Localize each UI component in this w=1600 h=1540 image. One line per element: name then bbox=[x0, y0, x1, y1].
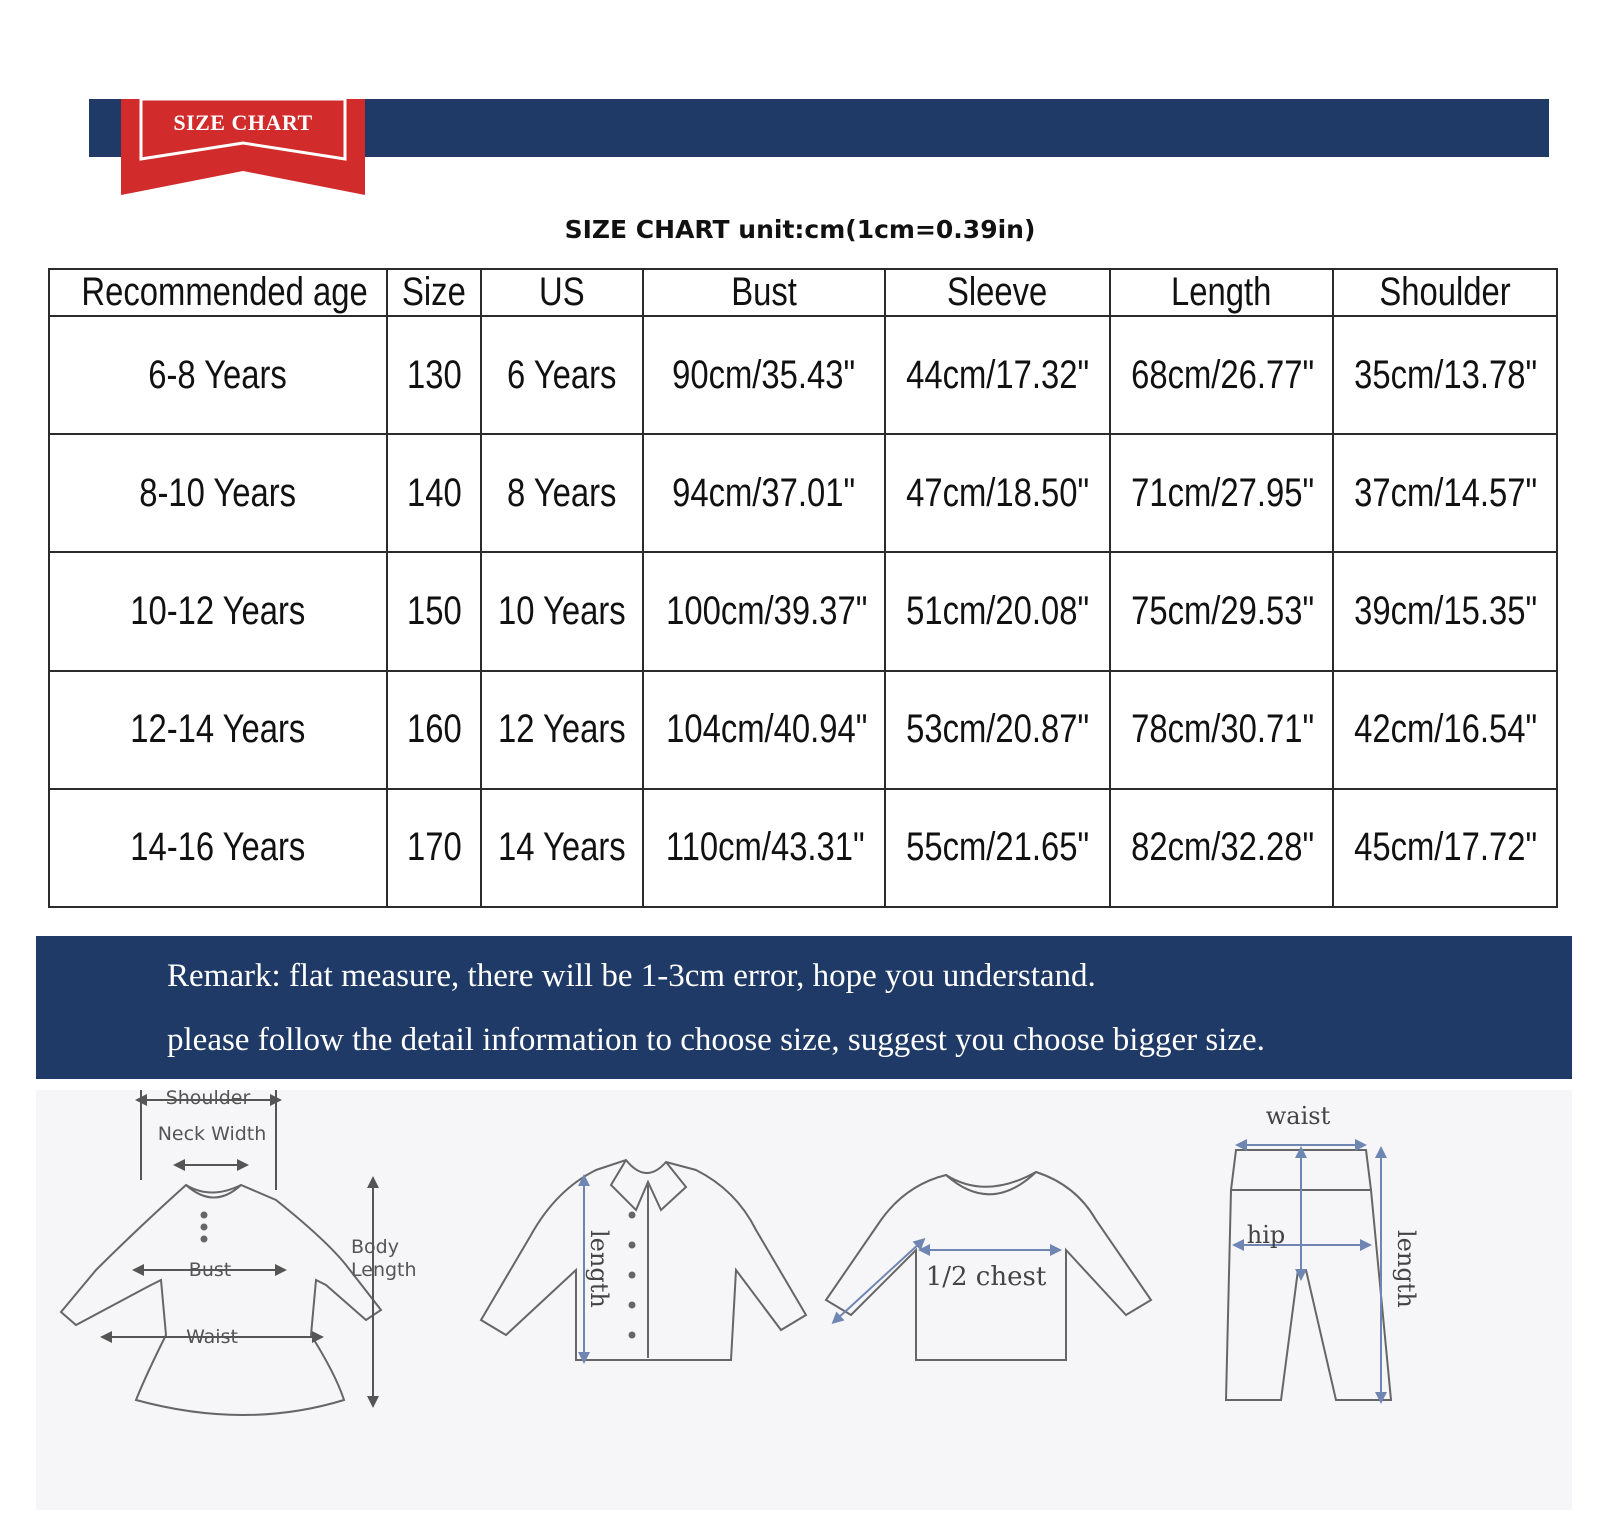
shoulder-cell: 35cm/13.78" bbox=[1333, 316, 1557, 434]
shoulder-cell: 39cm/15.35" bbox=[1333, 552, 1557, 670]
bust-cell: 90cm/35.43" bbox=[643, 316, 885, 434]
dress-body-length-label-2: Length bbox=[351, 1259, 417, 1281]
age-cell: 10-12 Years bbox=[49, 552, 387, 670]
header-length: Length bbox=[1110, 269, 1333, 316]
size-cell: 140 bbox=[387, 434, 481, 552]
header-recommended-age: Recommended age bbox=[49, 269, 387, 316]
us-cell: 8 Years bbox=[481, 434, 643, 552]
bust-cell: 110cm/43.31" bbox=[643, 789, 885, 907]
sleeve-cell: 53cm/20.87" bbox=[885, 671, 1110, 789]
dress-waist-label: Waist bbox=[186, 1326, 238, 1348]
size-cell: 170 bbox=[387, 789, 481, 907]
table-row bbox=[49, 789, 1557, 907]
sleeve-cell: 55cm/21.65" bbox=[885, 789, 1110, 907]
pants-waist-label: waist bbox=[1265, 1102, 1331, 1130]
age-cell: 8-10 Years bbox=[49, 434, 387, 552]
age-cell: 14-16 Years bbox=[49, 789, 387, 907]
us-cell: 10 Years bbox=[481, 552, 643, 670]
remark-line-1: Remark: flat measure, there will be 1-3cm error, hope you understand. bbox=[167, 958, 1096, 994]
sweater-chest-label: 1/2 chest bbox=[925, 1262, 1047, 1292]
shoulder-cell: 45cm/17.72" bbox=[1333, 789, 1557, 907]
pants-hip-label: hip bbox=[1246, 1221, 1286, 1249]
shirt-length-label: length bbox=[585, 1230, 613, 1308]
shoulder-cell: 37cm/14.57" bbox=[1333, 434, 1557, 552]
bust-cell: 104cm/40.94" bbox=[643, 671, 885, 789]
header-size: Size bbox=[387, 269, 481, 316]
chart-title: SIZE CHART unit:cm(1cm=0.39in) bbox=[564, 215, 1036, 244]
size-cell: 130 bbox=[387, 316, 481, 434]
header-sleeve: Sleeve bbox=[885, 269, 1110, 316]
size-cell: 150 bbox=[387, 552, 481, 670]
shoulder-cell: 42cm/16.54" bbox=[1333, 671, 1557, 789]
dress-body-length-label-1: Body bbox=[351, 1236, 399, 1258]
us-cell: 6 Years bbox=[481, 316, 643, 434]
dress-bust-label: Bust bbox=[188, 1259, 232, 1281]
table-header-row bbox=[49, 269, 1557, 316]
length-cell: 71cm/27.95" bbox=[1110, 434, 1333, 552]
sleeve-cell: 51cm/20.08" bbox=[885, 552, 1110, 670]
length-cell: 75cm/29.53" bbox=[1110, 552, 1333, 670]
sleeve-cell: 47cm/18.50" bbox=[885, 434, 1110, 552]
length-cell: 78cm/30.71" bbox=[1110, 671, 1333, 789]
table-row bbox=[49, 552, 1557, 670]
header-us: US bbox=[481, 269, 643, 316]
sleeve-cell: 44cm/17.32" bbox=[885, 316, 1110, 434]
bust-cell: 100cm/39.37" bbox=[643, 552, 885, 670]
length-cell: 82cm/32.28" bbox=[1110, 789, 1333, 907]
measurement-diagrams bbox=[36, 1090, 1572, 1510]
size-cell: 160 bbox=[387, 671, 481, 789]
age-cell: 6-8 Years bbox=[49, 316, 387, 434]
dress-shoulder-label: Shoulder bbox=[165, 1090, 251, 1109]
length-cell: 68cm/26.77" bbox=[1110, 316, 1333, 434]
us-cell: 14 Years bbox=[481, 789, 643, 907]
us-cell: 12 Years bbox=[481, 671, 643, 789]
header-shoulder: Shoulder bbox=[1333, 269, 1557, 316]
badge-label: SIZE CHART bbox=[173, 110, 313, 135]
table-row bbox=[49, 671, 1557, 789]
dress-neck-width-label: Neck Width bbox=[157, 1123, 267, 1145]
remark-line-2: please follow the detail information to choose size, suggest you choose bigger size. bbox=[167, 1022, 1265, 1058]
table-row bbox=[49, 316, 1557, 434]
pants-length-label: length bbox=[1392, 1230, 1420, 1308]
age-cell: 12-14 Years bbox=[49, 671, 387, 789]
size-table bbox=[48, 268, 1558, 908]
table-row bbox=[49, 434, 1557, 552]
bust-cell: 94cm/37.01" bbox=[643, 434, 885, 552]
header-bust: Bust bbox=[643, 269, 885, 316]
